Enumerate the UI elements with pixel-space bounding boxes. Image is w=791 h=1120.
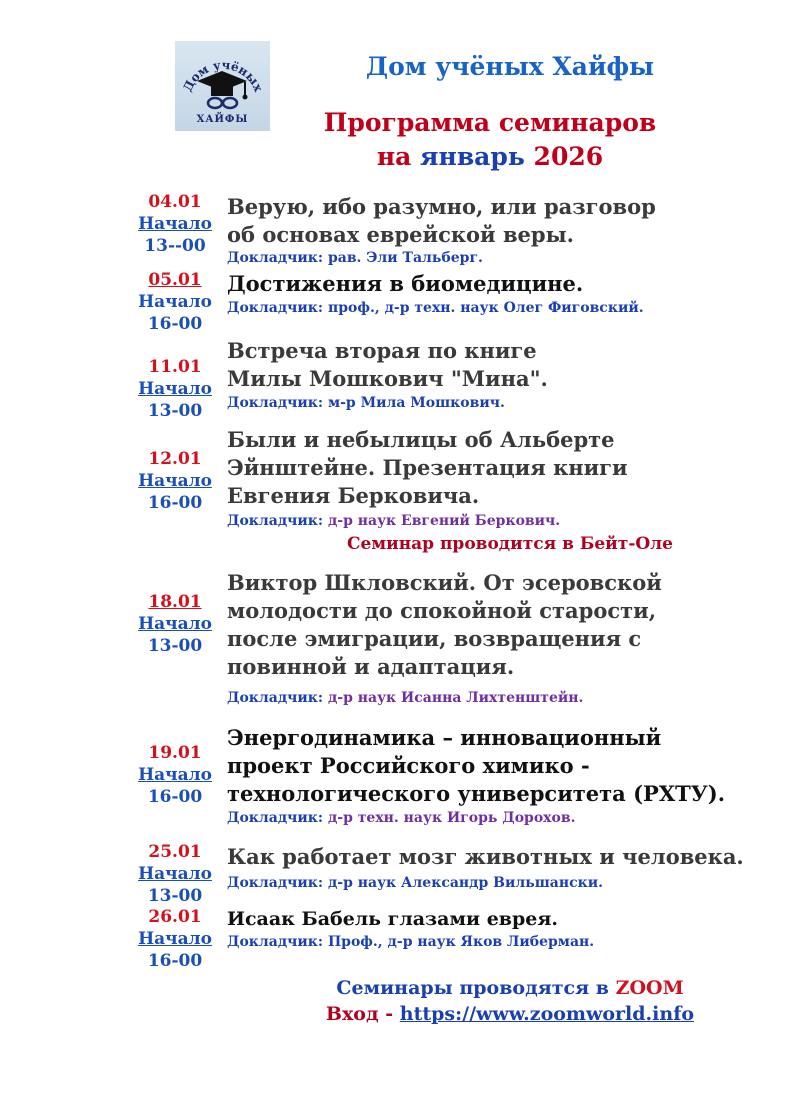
seminar-title bbox=[227, 426, 787, 510]
subtitle-line2 bbox=[260, 140, 720, 174]
start-label: Начало bbox=[138, 292, 212, 312]
start-time: 16-00 bbox=[147, 951, 203, 971]
seminar-date-block bbox=[120, 269, 230, 335]
title-line: Достижения в биомедицине. bbox=[227, 271, 584, 296]
speaker-name: д-р техн. наук Игорь Дорохов. bbox=[327, 810, 576, 826]
title-line: проект Российского химико - bbox=[227, 753, 590, 778]
speaker-label: Докладчик: bbox=[227, 875, 328, 891]
title-line: Виктор Шкловский. От эсеровской bbox=[227, 570, 662, 595]
title-line: Эйнштейне. Презентация книги bbox=[227, 455, 628, 480]
start-label: Начало bbox=[138, 379, 212, 399]
title-line: технологического университета (РХТУ). bbox=[227, 781, 726, 806]
seminar-date-block bbox=[120, 841, 230, 907]
seminar-date: 25.01 bbox=[148, 842, 202, 862]
subtitle-year: 2026 bbox=[524, 142, 604, 171]
logo-bottom-text: ХАЙФЫ bbox=[196, 114, 249, 125]
title-line: Исаак Бабель глазами еврея. bbox=[227, 908, 559, 930]
subtitle-prefix: на bbox=[376, 142, 421, 171]
title-line: Встреча вторая по книге bbox=[227, 338, 537, 363]
seminar-title bbox=[227, 905, 787, 933]
seminar-date-block bbox=[120, 356, 230, 422]
zoom-platform: ZOOM bbox=[615, 977, 684, 999]
logo bbox=[175, 41, 270, 131]
title-line: Были и небылицы об Альберте bbox=[227, 427, 615, 452]
speaker-name: м-р Мила Мошкович. bbox=[327, 395, 505, 411]
start-label: Начало bbox=[138, 765, 212, 785]
seminar-date-block bbox=[120, 906, 230, 972]
speaker-name: д-р наук Исанна Лихтенштейн. bbox=[327, 690, 584, 706]
seminar-title bbox=[227, 724, 787, 808]
speaker-label: Докладчик: bbox=[227, 395, 328, 411]
title-line: Евгения Берковича. bbox=[227, 483, 480, 508]
entry-label: Вход - bbox=[325, 1003, 400, 1025]
speaker-name: проф., д-р техн. наук Олег Фиговский. bbox=[327, 300, 644, 316]
seminar-date: 18.01 bbox=[148, 592, 202, 612]
title-line: Энергодинамика – инновационный bbox=[227, 725, 662, 750]
program-subtitle bbox=[260, 106, 720, 174]
org-title: Дом учёных Хайфы bbox=[365, 52, 655, 81]
speaker-name: Проф., д-р наук Яков Либерман. bbox=[327, 934, 595, 950]
title-line: молодости до спокойной старости, bbox=[227, 598, 657, 623]
title-line: Как работает мозг животных и человека. bbox=[227, 844, 744, 869]
title-line: об основах еврейской веры. bbox=[227, 222, 574, 247]
seminar-date: 11.01 bbox=[148, 357, 202, 377]
seminar-date-block bbox=[120, 448, 230, 514]
subtitle-line1: Программа семинаров bbox=[323, 108, 657, 137]
speaker-label: Докладчик: bbox=[227, 690, 328, 706]
speaker-name: д-р наук Александр Вильшански. bbox=[327, 875, 603, 891]
seminar-title bbox=[227, 193, 787, 249]
seminar-date: 19.01 bbox=[148, 743, 202, 763]
zoom-notice bbox=[260, 977, 760, 999]
seminar-speaker bbox=[227, 808, 787, 828]
venue-note: Семинар проводится в Бейт-Оле bbox=[347, 534, 673, 554]
start-time: 13--00 bbox=[144, 236, 206, 256]
seminar-date-block bbox=[120, 191, 230, 257]
start-label: Начало bbox=[138, 614, 212, 634]
start-label: Начало bbox=[138, 864, 212, 884]
seminar-date: 12.01 bbox=[148, 449, 202, 469]
title-line: Верую, ибо разумно, или разговор bbox=[227, 194, 656, 219]
seminar-speaker bbox=[227, 298, 787, 318]
title-line: повинной и адаптация. bbox=[227, 654, 515, 679]
seminar-date-block bbox=[120, 591, 230, 657]
speaker-label: Докладчик: bbox=[227, 934, 328, 950]
seminar-speaker bbox=[227, 873, 787, 893]
seminar-title bbox=[227, 270, 787, 298]
seminar-speaker bbox=[227, 248, 787, 268]
seminar-title bbox=[227, 569, 787, 681]
seminar-date: 04.01 bbox=[148, 192, 202, 212]
entry-line bbox=[260, 1003, 760, 1025]
speaker-label: Докладчик: bbox=[227, 300, 328, 316]
zoom-notice-text: Семинары проводятся в bbox=[336, 977, 616, 999]
speaker-label: Докладчик: bbox=[227, 810, 328, 826]
speaker-name: рав. Эли Тальберг. bbox=[327, 250, 483, 266]
seminar-speaker bbox=[227, 393, 787, 413]
seminar-date: 05.01 bbox=[148, 270, 202, 290]
start-time: 16-00 bbox=[147, 493, 203, 513]
title-line: Милы Мошкович "Мина". bbox=[227, 366, 548, 391]
speaker-label: Докладчик: bbox=[227, 250, 328, 266]
start-label: Начало bbox=[138, 471, 212, 491]
seminar-title bbox=[227, 843, 787, 871]
zoom-link[interactable]: https://www.zoomworld.info bbox=[399, 1003, 695, 1025]
start-time: 16-00 bbox=[147, 787, 203, 807]
start-time: 16-00 bbox=[147, 314, 203, 334]
start-time: 13-00 bbox=[147, 401, 203, 421]
logo-top-text: Дом учёных bbox=[180, 57, 266, 94]
seminar-date: 26.01 bbox=[148, 907, 202, 927]
speaker-label: Докладчик: bbox=[227, 513, 328, 529]
start-label: Начало bbox=[138, 929, 212, 949]
speaker-name: д-р наук Евгений Беркович. bbox=[327, 513, 561, 529]
seminar-speaker bbox=[227, 688, 787, 708]
seminar-date-block bbox=[120, 742, 230, 808]
start-label: Начало bbox=[138, 214, 212, 234]
title-line: после эмиграции, возвращения с bbox=[227, 626, 642, 651]
seminar-title bbox=[227, 337, 787, 393]
seminar-speaker bbox=[227, 932, 787, 952]
subtitle-month: январь bbox=[420, 142, 525, 171]
seminar-speaker bbox=[227, 511, 787, 531]
start-time: 13-00 bbox=[147, 636, 203, 656]
start-time: 13-00 bbox=[147, 886, 203, 906]
